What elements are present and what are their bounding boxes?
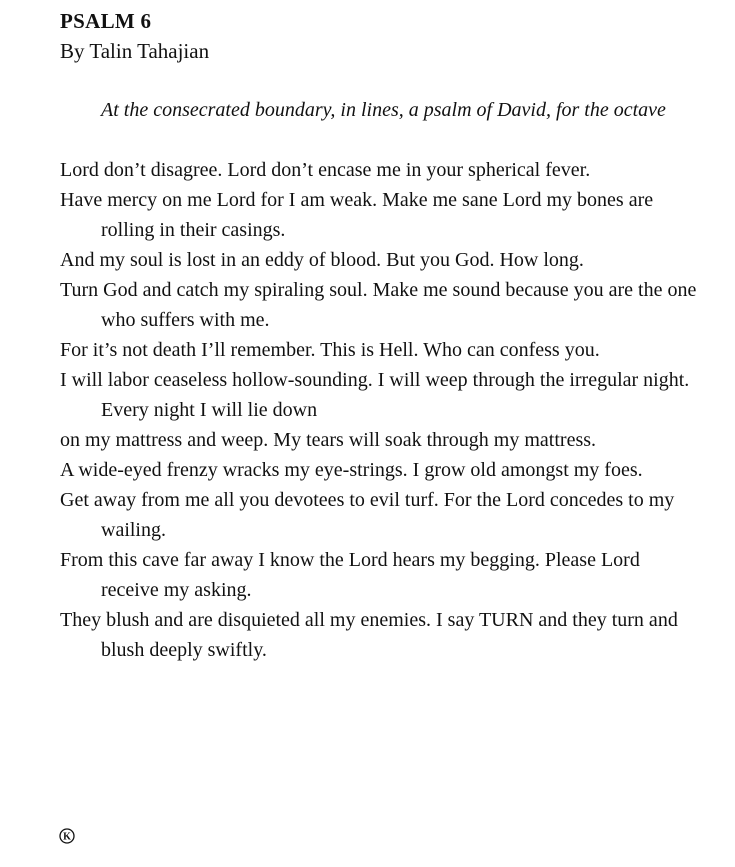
poem-page [60,6,700,665]
poem-title: PSALM 6 [60,9,152,33]
verse-line: They blush and are disquieted all my enemies. I say TURN and they turn and blush deeply swiftly. [60,609,678,661]
verse-list [60,155,700,665]
verse-line: Turn God and catch my spiraling soul. Make me sound because you are the one who suffers with me. [60,279,697,331]
poem-byline: By Talin Tahajian [60,39,210,63]
verse-line: For it’s not death I’ll remember. This is Hell. Who can confess you. [60,339,600,361]
circled-k-logo-icon [59,828,75,844]
verse-line: Lord don’t disagree. Lord don’t encase me in your spherical fever. [60,159,591,181]
svg-text:K: K [63,831,71,843]
verse-line: I will labor ceaseless hollow-sounding. I will weep through the irregular night. Every night I will lie down [60,369,690,421]
verse-line: From this cave far away I know the Lord hears my begging. Please Lord receive my asking. [60,549,640,601]
verse-line: Get away from me all you devotees to evil turf. For the Lord concedes to my wailing. [60,489,675,541]
verse-line: Have mercy on me Lord for I am weak. Make me sane Lord my bones are rolling in their casings. [60,189,654,241]
verse-line: on my mattress and weep. My tears will soak through my mattress. [60,429,597,451]
verse-line: A wide-eyed frenzy wracks my eye-strings. I grow old amongst my foes. [60,459,643,481]
verse-line: And my soul is lost in an eddy of blood. But you God. How long. [60,249,584,271]
poem-epigraph: At the consecrated boundary, in lines, a psalm of David, for the octave [101,99,666,121]
